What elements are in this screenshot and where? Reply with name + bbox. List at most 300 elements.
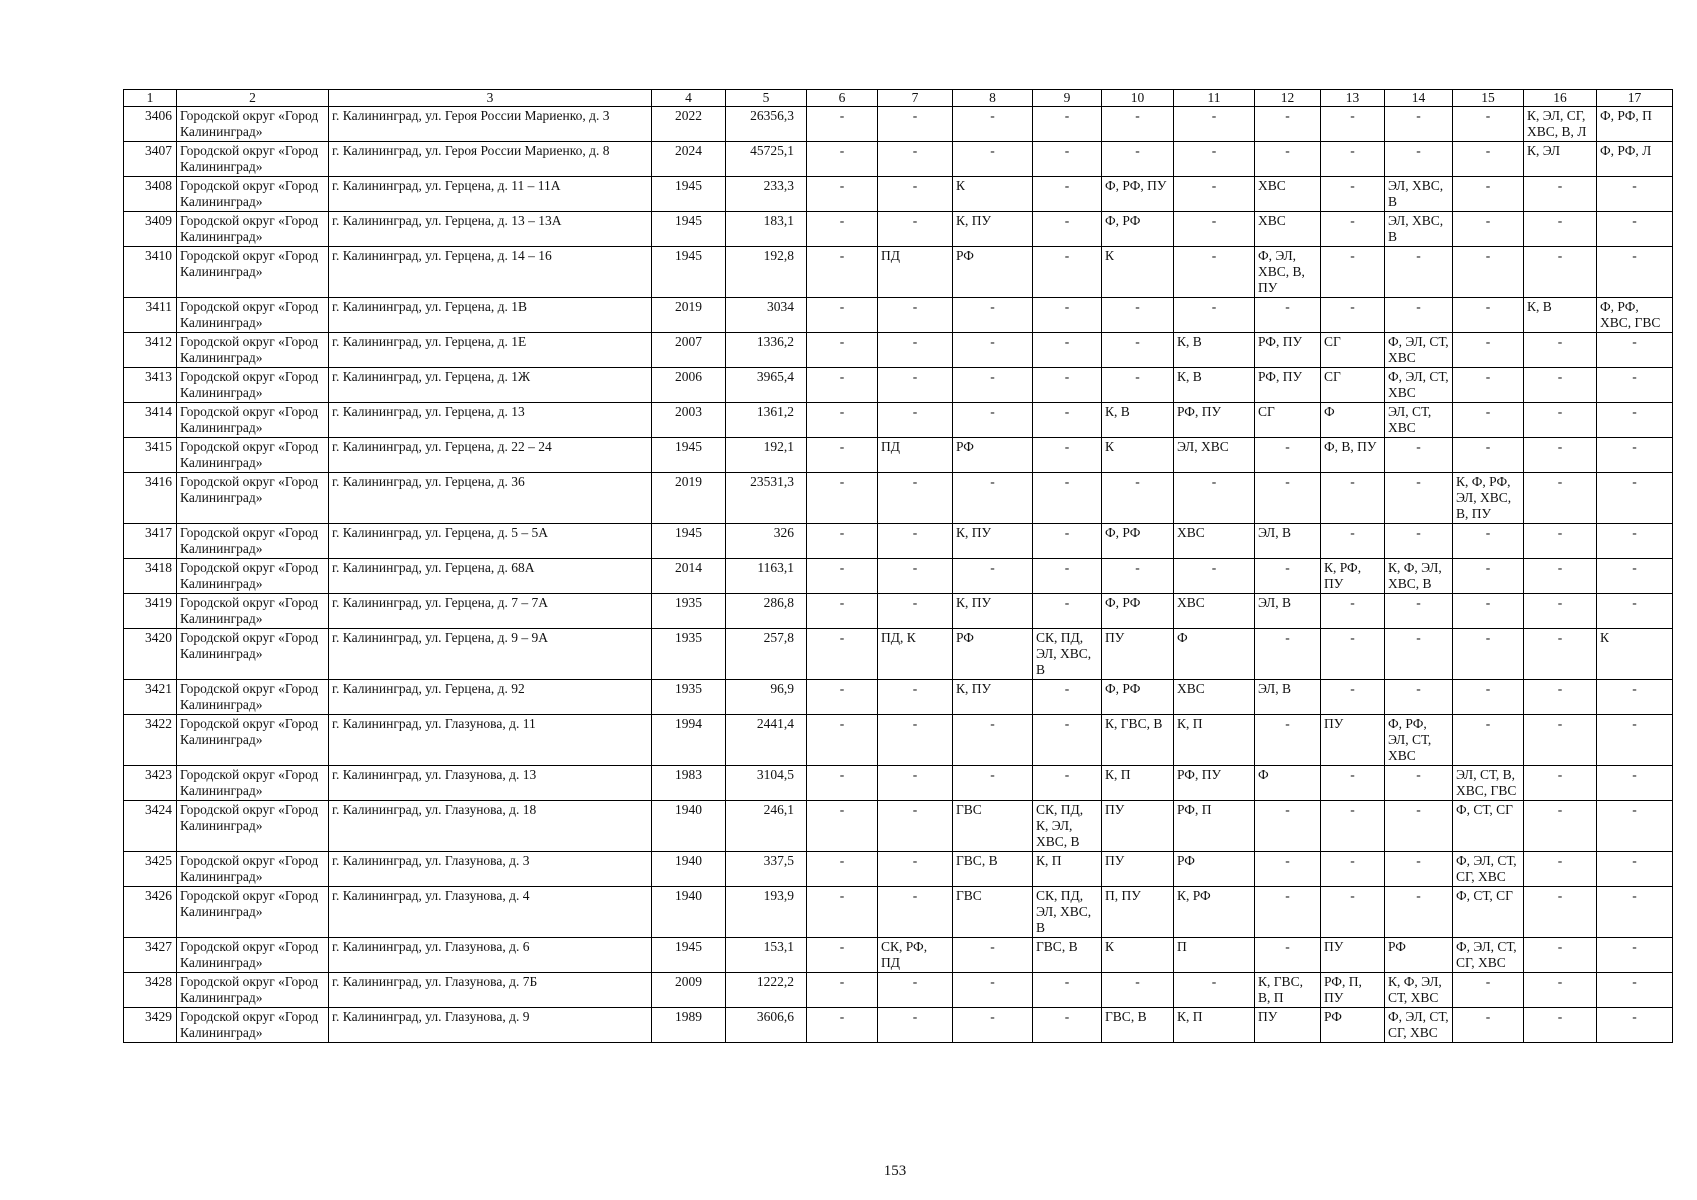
table-cell: - <box>878 852 953 887</box>
table-cell: г. Калининград, ул. Герцена, д. 68А <box>329 559 652 594</box>
table-cell: - <box>878 524 953 559</box>
table-cell: РФ <box>953 247 1033 298</box>
table-row <box>124 973 1673 1008</box>
table-cell: - <box>1524 333 1597 368</box>
table-cell: Городской округ «Город Калининград» <box>177 247 329 298</box>
table-cell: 1935 <box>652 629 726 680</box>
table-cell: - <box>807 368 878 403</box>
table-cell: - <box>1597 973 1673 1008</box>
table-cell: ГВС, В <box>1102 1008 1174 1043</box>
table-cell: - <box>807 107 878 142</box>
table-cell: К <box>1102 247 1174 298</box>
table-cell: - <box>807 524 878 559</box>
table-cell: Городской округ «Город Калининград» <box>177 107 329 142</box>
table-cell: Ф, РФ, ПУ <box>1102 177 1174 212</box>
table-cell: - <box>807 438 878 473</box>
column-header-17: 17 <box>1597 90 1673 107</box>
table-cell: РФ <box>1385 938 1453 973</box>
table-cell: г. Калининград, ул. Глазунова, д. 18 <box>329 801 652 852</box>
table-cell: СК, ПД, ЭЛ, ХВС, В <box>1033 629 1102 680</box>
table-cell: 2024 <box>652 142 726 177</box>
column-header-13: 13 <box>1321 90 1385 107</box>
table-cell: ХВС <box>1255 212 1321 247</box>
table-cell: - <box>1321 680 1385 715</box>
table-cell: г. Калининград, ул. Герцена, д. 13 <box>329 403 652 438</box>
table-header <box>124 90 1673 107</box>
table-cell: Ф, ЭЛ, СТ, СГ, ХВС <box>1385 1008 1453 1043</box>
table-cell: 1945 <box>652 938 726 973</box>
table-cell: СГ <box>1321 333 1385 368</box>
table-cell: - <box>878 177 953 212</box>
table-cell: К, В <box>1102 403 1174 438</box>
table-cell: 3411 <box>124 298 177 333</box>
table-cell: - <box>1597 368 1673 403</box>
table-cell: - <box>1102 973 1174 1008</box>
table-cell: - <box>953 715 1033 766</box>
table-cell: 2022 <box>652 107 726 142</box>
table-cell: Ф, РФ, Л <box>1597 142 1673 177</box>
table-cell: - <box>1524 438 1597 473</box>
table-cell: - <box>807 715 878 766</box>
table-cell: - <box>878 298 953 333</box>
table-cell: - <box>1385 473 1453 524</box>
table-cell: Городской округ «Город Калининград» <box>177 801 329 852</box>
table-cell: - <box>1033 715 1102 766</box>
table-cell: - <box>807 177 878 212</box>
table-cell: - <box>953 559 1033 594</box>
table-cell: 3428 <box>124 973 177 1008</box>
table-cell: ЭЛ, В <box>1255 594 1321 629</box>
table-cell: - <box>1102 333 1174 368</box>
table-cell: 1163,1 <box>726 559 807 594</box>
table-cell: - <box>1597 680 1673 715</box>
column-header-5: 5 <box>726 90 807 107</box>
table-cell: - <box>1255 938 1321 973</box>
table-cell: - <box>1102 473 1174 524</box>
table-cell: СК, ПД, К, ЭЛ, ХВС, В <box>1033 801 1102 852</box>
table-cell: - <box>1255 801 1321 852</box>
table-cell: 1945 <box>652 524 726 559</box>
table-cell: К, ПУ <box>953 524 1033 559</box>
table-cell: - <box>1385 887 1453 938</box>
table-cell: - <box>1597 524 1673 559</box>
table-cell: 3423 <box>124 766 177 801</box>
table-cell: - <box>1597 766 1673 801</box>
table-cell: 337,5 <box>726 852 807 887</box>
table-cell: 3409 <box>124 212 177 247</box>
table-cell: - <box>1453 973 1524 1008</box>
table-cell: РФ, ПУ <box>1255 368 1321 403</box>
table-cell: - <box>878 559 953 594</box>
table-cell: 96,9 <box>726 680 807 715</box>
table-cell: К, В <box>1524 298 1597 333</box>
table-cell: г. Калининград, ул. Глазунова, д. 9 <box>329 1008 652 1043</box>
table-cell: - <box>1033 1008 1102 1043</box>
table-cell: - <box>1321 629 1385 680</box>
table-cell: 3034 <box>726 298 807 333</box>
table-cell: 326 <box>726 524 807 559</box>
table-row <box>124 247 1673 298</box>
table-cell: - <box>1321 142 1385 177</box>
table-cell: Городской округ «Город Калининград» <box>177 524 329 559</box>
table-cell: Городской округ «Город Калининград» <box>177 298 329 333</box>
table-cell: ЭЛ, СТ, В, ХВС, ГВС <box>1453 766 1524 801</box>
table-cell: - <box>1524 559 1597 594</box>
table-cell: - <box>878 715 953 766</box>
table-row <box>124 559 1673 594</box>
table-cell: 246,1 <box>726 801 807 852</box>
table-cell: - <box>1255 142 1321 177</box>
table-cell: - <box>1524 212 1597 247</box>
table-cell: - <box>953 973 1033 1008</box>
table-cell: ПУ <box>1255 1008 1321 1043</box>
table-cell: - <box>1255 715 1321 766</box>
table-row <box>124 629 1673 680</box>
page-number: 153 <box>883 1163 907 1179</box>
table-cell: 1945 <box>652 438 726 473</box>
table-cell: - <box>1524 887 1597 938</box>
table-cell: г. Калининград, ул. Герцена, д. 92 <box>329 680 652 715</box>
table-cell: - <box>1321 887 1385 938</box>
table-cell: Ф, ЭЛ, ХВС, В, ПУ <box>1255 247 1321 298</box>
table-cell: - <box>1385 107 1453 142</box>
column-header-9: 9 <box>1033 90 1102 107</box>
table-cell: - <box>953 938 1033 973</box>
column-header-2: 2 <box>177 90 329 107</box>
table-row <box>124 715 1673 766</box>
column-header-11: 11 <box>1174 90 1255 107</box>
table-cell: Городской округ «Город Калининград» <box>177 938 329 973</box>
table-cell: 1935 <box>652 594 726 629</box>
table-cell: Городской округ «Город Калининград» <box>177 142 329 177</box>
table-cell: 3408 <box>124 177 177 212</box>
table-cell: г. Калининград, ул. Героя России Мариенко, д. 8 <box>329 142 652 177</box>
table-cell: - <box>1453 594 1524 629</box>
table-cell: Городской округ «Город Калининград» <box>177 766 329 801</box>
table-cell: Ф <box>1255 766 1321 801</box>
table-cell: 2014 <box>652 559 726 594</box>
table-cell: СК, ПД, ЭЛ, ХВС, В <box>1033 887 1102 938</box>
table-cell: СК, РФ, ПД <box>878 938 953 973</box>
table-cell: - <box>1524 680 1597 715</box>
table-body <box>124 107 1673 1043</box>
table-cell: РФ, ПУ <box>1255 333 1321 368</box>
table-cell: 3419 <box>124 594 177 629</box>
table-cell: - <box>1033 212 1102 247</box>
table-cell: ПУ <box>1321 938 1385 973</box>
table-cell: г. Калининград, ул. Глазунова, д. 13 <box>329 766 652 801</box>
data-table <box>123 89 1673 1043</box>
table-cell: РФ <box>953 629 1033 680</box>
table-cell: - <box>1321 107 1385 142</box>
table-row <box>124 333 1673 368</box>
table-cell: Городской округ «Город Калининград» <box>177 973 329 1008</box>
table-cell: ГВС, В <box>953 852 1033 887</box>
table-cell: Городской округ «Город Калининград» <box>177 368 329 403</box>
table-cell: - <box>1255 629 1321 680</box>
table-cell: - <box>1255 107 1321 142</box>
table-cell: - <box>878 766 953 801</box>
table-cell: ПУ <box>1102 801 1174 852</box>
table-cell: Городской округ «Город Калининград» <box>177 594 329 629</box>
table-cell: - <box>1033 142 1102 177</box>
table-cell: ПД <box>878 247 953 298</box>
table-cell: ПУ <box>1321 715 1385 766</box>
table-cell: г. Калининград, ул. Герцена, д. 5 – 5А <box>329 524 652 559</box>
table-cell: 2009 <box>652 973 726 1008</box>
table-cell: - <box>878 107 953 142</box>
table-cell: 233,3 <box>726 177 807 212</box>
table-cell: Городской округ «Город Калининград» <box>177 473 329 524</box>
table-cell: - <box>1321 766 1385 801</box>
table-cell: ГВС <box>953 887 1033 938</box>
table-cell: К, ПУ <box>953 680 1033 715</box>
table-cell: Городской округ «Город Калининград» <box>177 177 329 212</box>
table-row <box>124 680 1673 715</box>
table-cell: г. Калининград, ул. Глазунова, д. 3 <box>329 852 652 887</box>
table-cell: 1940 <box>652 887 726 938</box>
table-cell: - <box>807 887 878 938</box>
table-cell: 3413 <box>124 368 177 403</box>
table-cell: ГВС <box>953 801 1033 852</box>
table-cell: - <box>1033 333 1102 368</box>
column-header-12: 12 <box>1255 90 1321 107</box>
table-cell: РФ, П, ПУ <box>1321 973 1385 1008</box>
table-cell: - <box>1033 247 1102 298</box>
table-cell: - <box>1453 559 1524 594</box>
table-cell: - <box>878 368 953 403</box>
table-cell: ПД <box>878 438 953 473</box>
table-row <box>124 766 1673 801</box>
table-cell: К, П <box>1174 715 1255 766</box>
table-cell: К, РФ <box>1174 887 1255 938</box>
table-cell: - <box>1033 298 1102 333</box>
table-cell: 286,8 <box>726 594 807 629</box>
table-cell: ГВС, В <box>1033 938 1102 973</box>
header-row <box>124 90 1673 107</box>
table-cell: г. Калининград, ул. Герцена, д. 1В <box>329 298 652 333</box>
table-cell: 2441,4 <box>726 715 807 766</box>
table-cell: 1336,2 <box>726 333 807 368</box>
table-cell: - <box>1453 142 1524 177</box>
table-cell: - <box>1033 973 1102 1008</box>
table-cell: 183,1 <box>726 212 807 247</box>
table-cell: - <box>1597 559 1673 594</box>
column-header-15: 15 <box>1453 90 1524 107</box>
table-cell: - <box>953 298 1033 333</box>
table-row <box>124 801 1673 852</box>
table-cell: Городской округ «Город Калининград» <box>177 403 329 438</box>
table-cell: 1945 <box>652 177 726 212</box>
table-cell: 2003 <box>652 403 726 438</box>
column-header-7: 7 <box>878 90 953 107</box>
table-cell: - <box>1033 766 1102 801</box>
table-cell: Ф <box>1174 629 1255 680</box>
table-cell: 3416 <box>124 473 177 524</box>
table-cell: - <box>807 142 878 177</box>
table-cell: - <box>807 852 878 887</box>
table-cell: П, ПУ <box>1102 887 1174 938</box>
table-cell: - <box>1385 247 1453 298</box>
table-cell: - <box>1453 333 1524 368</box>
table-cell: - <box>1597 887 1673 938</box>
table-cell: - <box>1033 594 1102 629</box>
table-cell: - <box>1453 715 1524 766</box>
table-cell: Ф, В, ПУ <box>1321 438 1385 473</box>
table-cell: - <box>1174 212 1255 247</box>
table-cell: 2019 <box>652 473 726 524</box>
table-cell: Ф, СТ, СГ <box>1453 887 1524 938</box>
table-cell: - <box>1524 1008 1597 1043</box>
table-cell: - <box>1255 298 1321 333</box>
table-cell: СГ <box>1255 403 1321 438</box>
table-cell: ЭЛ, СТ, ХВС <box>1385 403 1453 438</box>
table-cell: - <box>1597 333 1673 368</box>
table-cell: - <box>1385 298 1453 333</box>
table-cell: Ф, СТ, СГ <box>1453 801 1524 852</box>
table-cell: - <box>1453 403 1524 438</box>
table-cell: 3410 <box>124 247 177 298</box>
table-cell: РФ, ПУ <box>1174 403 1255 438</box>
table-cell: РФ <box>1321 1008 1385 1043</box>
table-cell: 192,1 <box>726 438 807 473</box>
table-cell: - <box>953 142 1033 177</box>
table-cell: - <box>878 680 953 715</box>
table-cell: ПУ <box>1102 852 1174 887</box>
table-cell: - <box>1255 438 1321 473</box>
table-cell: - <box>1453 629 1524 680</box>
table-cell: ПД, К <box>878 629 953 680</box>
table-cell: 3606,6 <box>726 1008 807 1043</box>
table-cell: - <box>1385 142 1453 177</box>
table-cell: - <box>1385 852 1453 887</box>
table-cell: 1935 <box>652 680 726 715</box>
table-cell: 3965,4 <box>726 368 807 403</box>
table-cell: - <box>878 212 953 247</box>
table-cell: - <box>878 333 953 368</box>
table-cell: - <box>1033 559 1102 594</box>
column-header-10: 10 <box>1102 90 1174 107</box>
table-cell: Ф, РФ <box>1102 524 1174 559</box>
table-cell: - <box>807 629 878 680</box>
table-row <box>124 177 1673 212</box>
table-cell: Городской округ «Город Калининград» <box>177 887 329 938</box>
table-cell: 3420 <box>124 629 177 680</box>
column-header-4: 4 <box>652 90 726 107</box>
table-cell: - <box>1453 212 1524 247</box>
table-cell: К, Ф, ЭЛ, ХВС, В <box>1385 559 1453 594</box>
table-cell: - <box>1453 298 1524 333</box>
table-cell: Ф, РФ <box>1102 212 1174 247</box>
table-cell: - <box>953 403 1033 438</box>
table-cell: - <box>1321 473 1385 524</box>
table-cell: 3415 <box>124 438 177 473</box>
table-row <box>124 438 1673 473</box>
table-row <box>124 594 1673 629</box>
table-cell: - <box>807 559 878 594</box>
table-cell: 3426 <box>124 887 177 938</box>
table-row <box>124 852 1673 887</box>
table-row <box>124 887 1673 938</box>
table-cell: - <box>878 142 953 177</box>
table-cell: Городской округ «Город Калининград» <box>177 212 329 247</box>
table-cell: - <box>1385 629 1453 680</box>
table-cell: К, П <box>1102 766 1174 801</box>
table-cell: г. Калининград, ул. Герцена, д. 9 – 9А <box>329 629 652 680</box>
table-cell: Ф, ЭЛ, СТ, ХВС <box>1385 333 1453 368</box>
table-cell: РФ <box>953 438 1033 473</box>
table-cell: - <box>878 1008 953 1043</box>
table-cell: - <box>1033 438 1102 473</box>
table-cell: - <box>1102 107 1174 142</box>
table-cell: Ф, РФ <box>1102 594 1174 629</box>
table-cell: - <box>1321 177 1385 212</box>
table-cell: К, ПУ <box>953 594 1033 629</box>
table-cell: г. Калининград, ул. Герцена, д. 22 – 24 <box>329 438 652 473</box>
table-cell: - <box>1321 247 1385 298</box>
table-cell: - <box>1597 403 1673 438</box>
table-cell: Городской округ «Город Калининград» <box>177 715 329 766</box>
table-cell: Ф, ЭЛ, СТ, СГ, ХВС <box>1453 852 1524 887</box>
table-cell: - <box>1033 680 1102 715</box>
table-cell: - <box>807 212 878 247</box>
table-cell: - <box>807 1008 878 1043</box>
table-cell: К, П <box>1033 852 1102 887</box>
table-cell: Ф, РФ, П <box>1597 107 1673 142</box>
table-cell: 3421 <box>124 680 177 715</box>
table-cell: - <box>1033 403 1102 438</box>
table-cell: - <box>1321 212 1385 247</box>
table-cell: - <box>953 766 1033 801</box>
table-cell: Городской округ «Город Калининград» <box>177 1008 329 1043</box>
table-cell: - <box>807 973 878 1008</box>
table-cell: - <box>953 107 1033 142</box>
table-cell: ХВС <box>1174 680 1255 715</box>
table-cell: - <box>807 298 878 333</box>
table-cell: - <box>1597 177 1673 212</box>
table-cell: - <box>953 1008 1033 1043</box>
table-cell: - <box>1385 438 1453 473</box>
table-cell: - <box>1597 594 1673 629</box>
column-header-1: 1 <box>124 90 177 107</box>
table-cell: - <box>1102 142 1174 177</box>
table-cell: - <box>1453 247 1524 298</box>
table-cell: Городской округ «Город Калининград» <box>177 438 329 473</box>
table-cell: - <box>953 368 1033 403</box>
table-cell: - <box>1524 801 1597 852</box>
table-cell: - <box>1174 247 1255 298</box>
table-cell: - <box>953 333 1033 368</box>
table-cell: ЭЛ, ХВС <box>1174 438 1255 473</box>
table-cell: Городской округ «Город Калининград» <box>177 559 329 594</box>
table-row <box>124 524 1673 559</box>
table-cell: - <box>1524 524 1597 559</box>
table-cell: - <box>1174 142 1255 177</box>
table-row <box>124 212 1673 247</box>
table-cell: - <box>1321 524 1385 559</box>
table-cell: 1983 <box>652 766 726 801</box>
table-cell: Ф, РФ, ЭЛ, СТ, ХВС <box>1385 715 1453 766</box>
table-cell: 1222,2 <box>726 973 807 1008</box>
table-cell: 1940 <box>652 852 726 887</box>
table-row <box>124 107 1673 142</box>
table-cell: - <box>878 403 953 438</box>
table-row <box>124 142 1673 177</box>
table-cell: К, РФ, ПУ <box>1321 559 1385 594</box>
table-row <box>124 368 1673 403</box>
table-cell: - <box>1174 559 1255 594</box>
table-cell: г. Калининград, ул. Герцена, д. 13 – 13А <box>329 212 652 247</box>
